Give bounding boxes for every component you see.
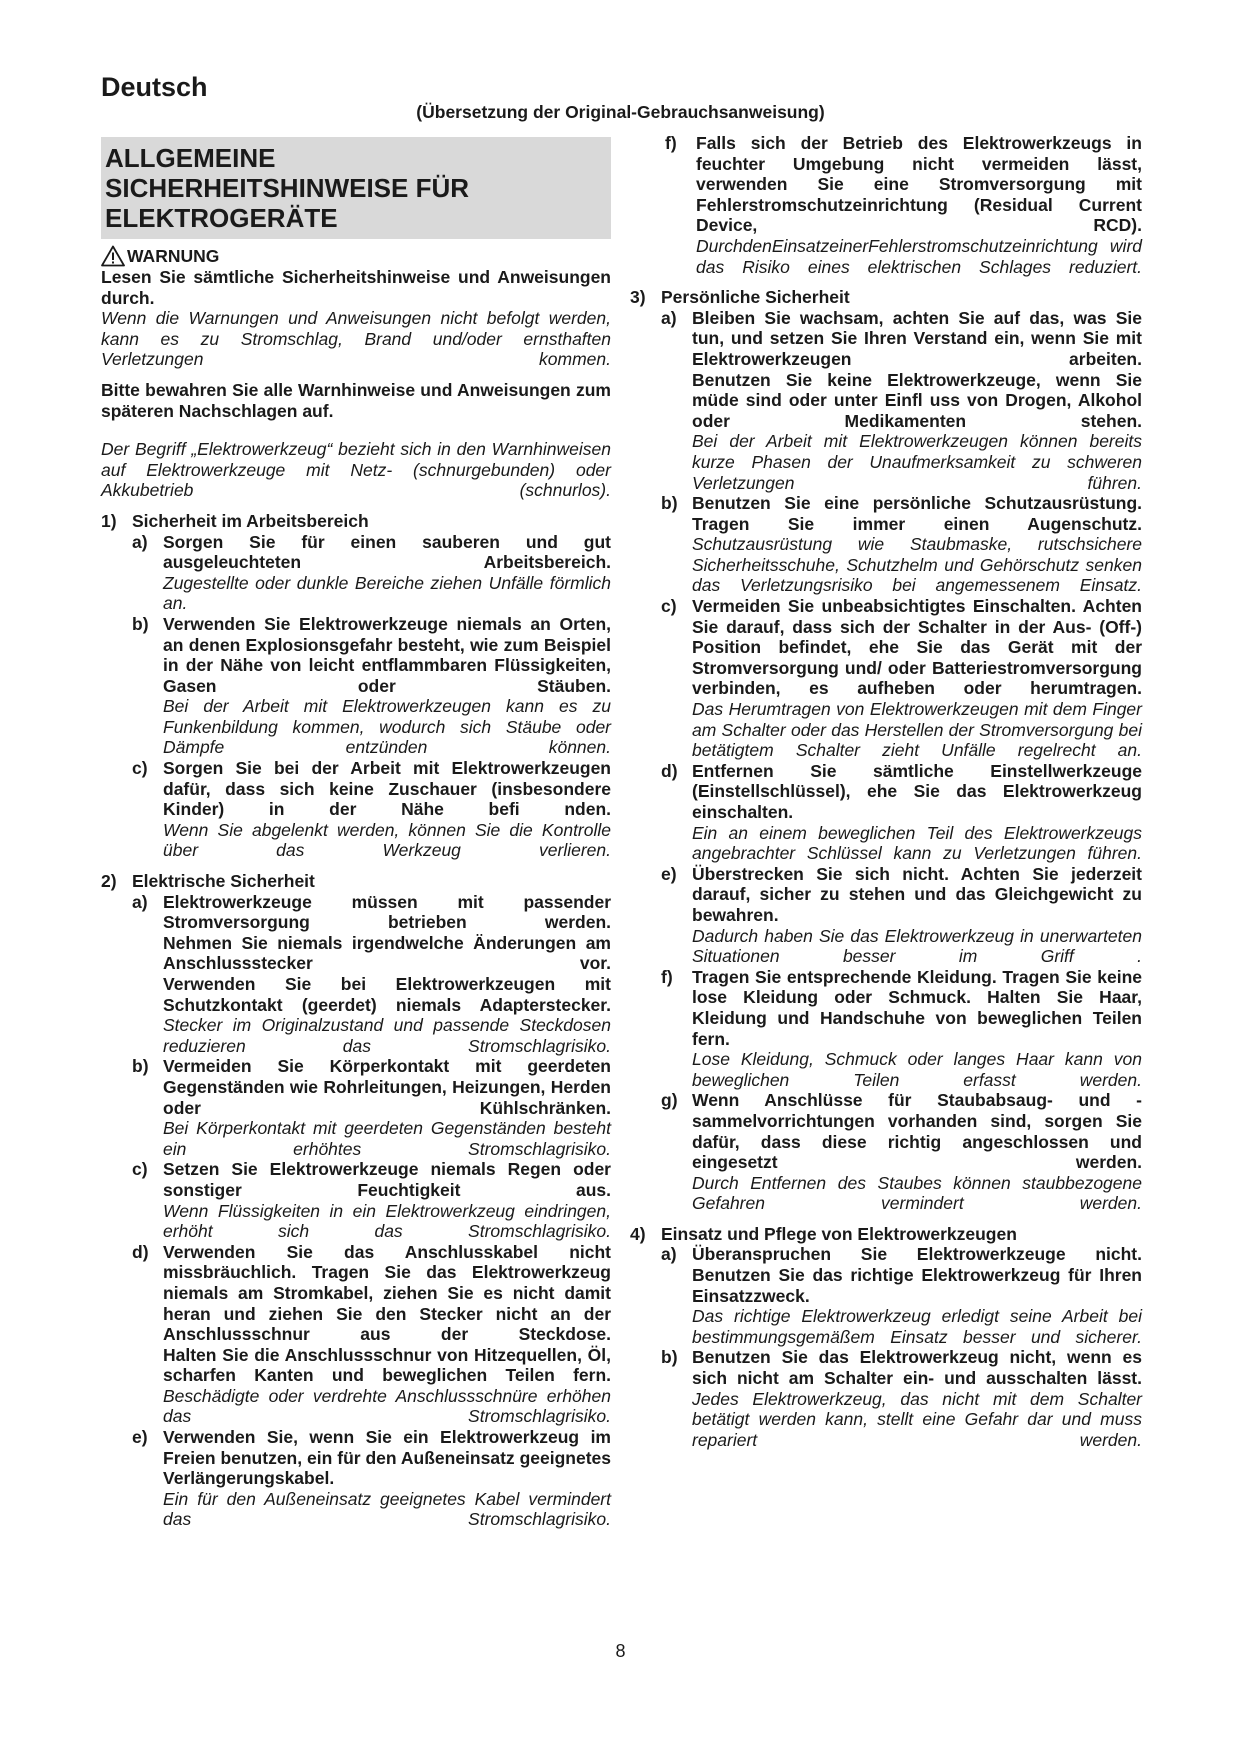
list-item: [101, 1056, 611, 1159]
item-italic-text: Dadurch haben Sie das Elektrowerkzeug in unerwarteten Situationen besser im Griff .: [692, 925, 1142, 967]
item-bold-text: Wenn Anschlüsse für Staubabsaug- und -sammelvorrichtungen vorhanden sind, sorgen Sie dafür, dass diese richtig angeschlossen und eingesetzt werden.: [692, 1090, 1142, 1173]
list-item: [630, 493, 1142, 596]
item-bold-text: Vermeiden Sie unbeabsichtigtes Einschalten. Achten Sie darauf, dass sich der Schalter in der Aus- (Off-) Position befindet, ehe Sie das Gerät mit der Stromversorgung und/ oder Batteriestromversorgung verbinden, es aufheben oder herumtragen.: [692, 596, 1142, 699]
section-heading: [101, 871, 611, 892]
section-heading: [630, 1224, 1142, 1245]
item-italic-text: Bei der Arbeit mit Elektrowerkzeugen können bereits kurze Phasen der Unaufmerksamkeit zu schweren Verletzungen führen.: [692, 431, 1142, 493]
item-italic-text: DurchdenEinsatzeinerFehlerstromschutzeinrichtung wird das Risiko eines elektrischen Schlages reduziert.: [696, 235, 1142, 277]
section-banner: [101, 137, 611, 239]
item-bold-text: Bleiben Sie wachsam, achten Sie auf das, was Sie tun, und setzen Sie Ihren Verstand ein, wenn Sie mit Elektrowerkzeugen arbeiten.: [692, 307, 1142, 369]
item-bold-text: Verwenden Sie das Anschlusskabel nicht missbräuchlich. Tragen Sie das Elektrowerkzeug niemals am Stromkabel, ziehen Sie es nicht damit heran und ziehen Sie den Stecker nicht an der Anschlussschnur aus der Steckdose.: [163, 1241, 611, 1345]
section-title: Elektrische Sicherheit: [132, 871, 315, 892]
page-number: 8: [615, 1641, 626, 1661]
list-item: [101, 1159, 611, 1241]
left-column: [101, 133, 611, 1530]
item-marker: f): [665, 133, 677, 153]
banner-line: ALLGEMEINE: [105, 143, 276, 173]
item-marker: a): [132, 531, 148, 552]
item-italic-text: Das richtige Elektrowerkzeug erledigt seine Arbeit bei bestimmungsgemäßem Einsatz besser und sicherer.: [692, 1306, 1142, 1347]
list-item: [630, 308, 1142, 493]
item-marker: b): [661, 493, 678, 514]
list-item: [101, 1427, 611, 1530]
item-bold-text: Sorgen Sie für einen sauberen und gut ausgeleuchteten Arbeitsbereich.: [163, 531, 611, 573]
item-bold-text: Verwenden Sie Elektrowerkzeuge niemals an Orten, an denen Explosionsgefahr besteht, wie zum Beispiel in der Nähe von leicht entflammbaren Flüssigkeiten, Gasen oder Stäuben.: [163, 613, 611, 696]
item-marker: d): [661, 760, 678, 781]
section-number: 3): [630, 287, 646, 308]
item-marker: b): [132, 613, 149, 634]
list-item: [630, 596, 1142, 761]
item-italic-text: Jedes Elektrowerkzeug, das nicht mit dem Schalter betätigt werden kann, stellt eine Gefahr dar und muss repariert werden.: [692, 1388, 1142, 1450]
list-item: [630, 761, 1142, 864]
item-bold-text: Vermeiden Sie Körperkontakt mit geerdeten Gegenständen wie Rohrleitungen, Heizungen, Herden oder Kühlschränken.: [163, 1056, 611, 1118]
item-italic-text: Wenn Flüssigkeiten in ein Elektrowerkzeug eindringen, erhöht sich das Stromschlagrisiko.: [163, 1200, 611, 1242]
item-bold-text: Elektrowerkzeuge müssen mit passender Stromversorgung betrieben werden.: [163, 891, 611, 933]
list-item: [630, 133, 1142, 277]
item-bold-text: Verwenden Sie, wenn Sie ein Elektrowerkzeug im Freien benutzen, ein für den Außeneinsatz geeignetes Verlängerungskabel.: [163, 1427, 611, 1489]
banner-line: ELEKTROGERÄTE: [105, 203, 338, 233]
item-bold-text: Entfernen Sie sämtliche Einstellwerkzeuge (Einstellschlüssel), ehe Sie das Elektrowerkzeug einschalten.: [692, 760, 1142, 822]
item-italic-text: Stecker im Originalzustand und passende Steckdosen reduzieren das Stromschlagrisiko.: [163, 1015, 611, 1056]
list-item: [630, 864, 1142, 967]
warning-heading: [101, 245, 611, 267]
item-marker: e): [661, 863, 677, 884]
item-italic-text: Zugestellte oder dunkle Bereiche ziehen Unfälle förmlich an.: [163, 572, 611, 614]
item-marker: e): [132, 1427, 148, 1448]
right-column: [630, 133, 1142, 1450]
item-marker: c): [661, 596, 677, 617]
item-italic-text: Durch Entfernen des Staubes können staubbezogene Gefahren vermindert werden.: [692, 1172, 1142, 1214]
item-bold-text: Benutzen Sie eine persönliche Schutzausrüstung. Tragen Sie immer einen Augenschutz.: [692, 493, 1142, 534]
term-definition-text: Der Begriff „Elektrowerkzeug“ bezieht sich in den Warnhinweisen auf Elektrowerkzeuge mit Netz- (schnurgebunden) oder Akkubetrieb (schnurlos).: [101, 439, 611, 501]
section-number: 2): [101, 871, 117, 892]
section-title: Persönliche Sicherheit: [661, 287, 850, 308]
list-item: [630, 1244, 1142, 1347]
item-marker: c): [132, 758, 148, 779]
warning-label: WARNUNG: [127, 246, 220, 266]
item-marker: a): [661, 307, 677, 328]
item-italic-text: Ein an einem beweglichen Teil des Elektrowerkzeugs angebrachter Schlüssel kann zu Verletzungen führen.: [692, 822, 1142, 864]
list-item: [630, 1090, 1142, 1214]
item-bold-text: Tragen Sie entsprechende Kleidung. Tragen Sie keine lose Kleidung oder Schmuck. Halten Sie Haar, Kleidung und Handschuhe von beweglichen Teilen fern.: [692, 966, 1142, 1049]
item-bold-text: Sorgen Sie bei der Arbeit mit Elektrowerkzeugen dafür, dass sich keine Zuschauer (insbesondere Kinder) in der Nähe befi nden.: [163, 758, 611, 820]
item-italic-text: Bei der Arbeit mit Elektrowerkzeugen kann es zu Funkenbildung kommen, wodurch sich Stäube oder Dämpfe entzünden können.: [163, 696, 611, 758]
list-item: [101, 758, 611, 861]
item-marker: d): [132, 1241, 149, 1262]
warning-bold-text: Lesen Sie sämtliche Sicherheitshinweise und Anweisungen durch.: [101, 267, 611, 308]
item-marker: b): [661, 1347, 678, 1368]
banner-line: SICHERHEITSHINWEISE FÜR: [105, 173, 470, 203]
language-heading: Deutsch: [101, 72, 208, 102]
item-italic-text: Wenn Sie abgelenkt werden, können Sie die Kontrolle über das Werkzeug verlieren.: [163, 819, 611, 861]
item-italic-text: Das Herumtragen von Elektrowerkzeugen mit dem Finger am Schalter oder das Herstellen der Stromversorgung bei betätigtem Schalter zieht Unfälle regelrecht an.: [692, 699, 1142, 761]
section-number: 4): [630, 1223, 646, 1244]
item-italic-text: Bei Körperkontakt mit geerdeten Gegenständen besteht ein erhöhtes Stromschlagrisiko.: [163, 1118, 611, 1159]
section-title: Einsatz und Pflege von Elektrowerkzeugen: [661, 1223, 1017, 1244]
list-item: [630, 967, 1142, 1091]
list-item: [101, 532, 611, 614]
item-italic-text: Lose Kleidung, Schmuck oder langes Haar kann von beweglichen Teilen erfasst werden.: [692, 1049, 1142, 1090]
item-bold-text: Verwenden Sie bei Elektrowerkzeugen mit Schutzkontakt (geerdet) niemals Adapterstecker.: [163, 974, 611, 1015]
list-item: [101, 892, 611, 1057]
item-marker: c): [132, 1159, 148, 1180]
list-item: [630, 1347, 1142, 1450]
warning-italic-text: Wenn die Warnungen und Anweisungen nicht befolgt werden, kann es zu Stromschlag, Brand und/oder ernsthaften Verletzungen kommen.: [101, 308, 611, 370]
item-marker: a): [132, 891, 148, 912]
warning-triangle-icon: [101, 245, 125, 267]
item-marker: b): [132, 1056, 149, 1077]
section-heading: [101, 511, 611, 532]
item-bold-text: Falls sich der Betrieb des Elektrowerkzeugs in feuchter Umgebung nicht vermeiden lässt, verwenden Sie eine Stromversorgung mit Fehlerstromschutzeinrichtung (Residual Current Device, RCD).: [696, 133, 1142, 236]
section-number: 1): [101, 510, 117, 531]
item-bold-text: Halten Sie die Anschlussschnur von Hitzequellen, Öl, scharfen Kanten und beweglichen Teilen fern.: [163, 1344, 611, 1386]
item-marker: g): [661, 1090, 678, 1111]
keep-instructions-text: Bitte bewahren Sie alle Warnhinweise und Anweisungen zum späteren Nachschlagen auf.: [101, 379, 611, 421]
item-marker: a): [661, 1244, 677, 1265]
section-title: Sicherheit im Arbeitsbereich: [132, 510, 369, 531]
item-bold-text: Überstrecken Sie sich nicht. Achten Sie jederzeit darauf, sicher zu stehen und das Gleichgewicht zu bewahren.: [692, 863, 1142, 925]
item-marker: f): [661, 966, 673, 987]
item-bold-text: Überanspruchen Sie Elektrowerkzeuge nicht. Benutzen Sie das richtige Elektrowerkzeug für Ihren Einsatzzweck.: [692, 1244, 1142, 1306]
item-italic-text: Beschädigte oder verdrehte Anschlussschnüre erhöhen das Stromschlagrisiko.: [163, 1385, 611, 1427]
item-bold-text: Nehmen Sie niemals irgendwelche Änderungen am Anschlussstecker vor.: [163, 932, 611, 974]
item-bold-text: Benutzen Sie das Elektrowerkzeug nicht, wenn es sich nicht am Schalter ein- und ausschalten lässt.: [692, 1347, 1142, 1389]
list-item: [101, 1242, 611, 1427]
list-item: [101, 614, 611, 758]
item-bold-text: Setzen Sie Elektrowerkzeuge niemals Regen oder sonstiger Feuchtigkeit aus.: [163, 1159, 611, 1200]
item-italic-text: Schutzausrüstung wie Staubmaske, rutschsichere Sicherheitsschuhe, Schutzhelm und Gehörschutz senken das Verletzungsrisiko bei angemessenem Einsatz.: [692, 534, 1142, 596]
item-bold-text: Benutzen Sie keine Elektrowerkzeuge, wenn Sie müde sind oder unter Einfl uss von Drogen, Alkohol oder Medikamenten stehen.: [692, 369, 1142, 431]
translation-subtitle: (Übersetzung der Original-Gebrauchsanweisung): [416, 102, 825, 122]
section-heading: [630, 287, 1142, 308]
item-italic-text: Ein für den Außeneinsatz geeignetes Kabel vermindert das Stromschlagrisiko.: [163, 1488, 611, 1530]
